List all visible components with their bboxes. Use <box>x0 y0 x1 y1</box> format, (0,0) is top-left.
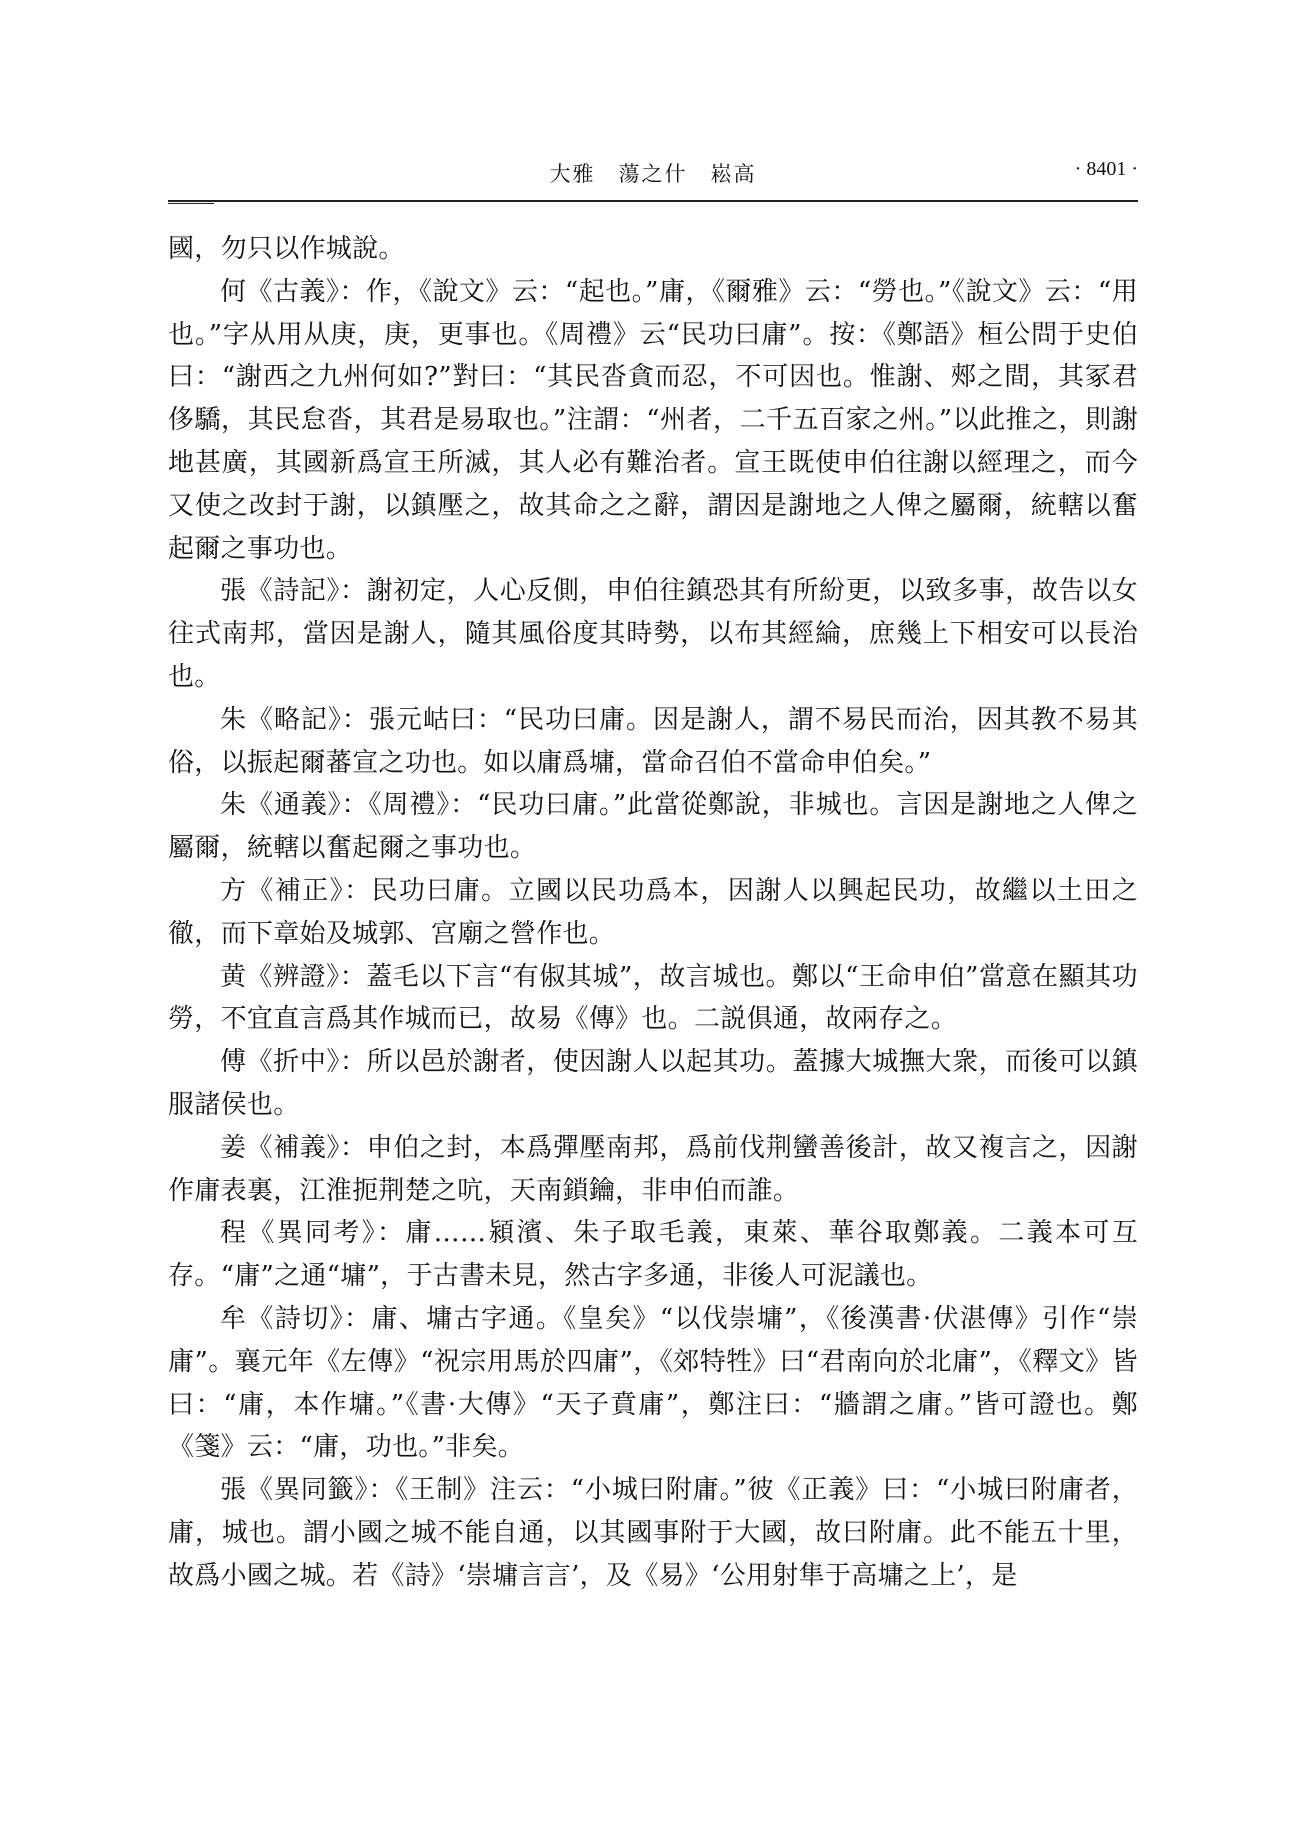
header-rule-secondary <box>168 203 214 204</box>
paragraph-8: 姜《補義》：申伯之封，本爲彈壓南邦，爲前伐荆蠻善後計，故又複言之，因謝作庸表裏，江淮扼荆楚之吭，天南鎖鑰，非申伯而誰。 <box>168 1132 1138 1206</box>
paragraph-7: 傅《折中》：所以邑於謝者，使因謝人以起其功。蓋據大城撫大衆，而後可以鎮服諸侯也。 <box>168 1047 1138 1120</box>
page-number: · 8401 · <box>1074 158 1138 180</box>
running-header <box>168 158 1138 194</box>
paragraph-1: 何《古義》：作，《說文》云：“起也。”庸，《爾雅》云：“勞也。”《說文》云：“用也。”字从用从庚，庚，更事也。《周禮》云“民功曰庸”。按：《鄭語》桓公問于史伯曰：“謝西之九州何如?”對曰：“其民沓貪而忍，不可因也。惟謝、郟之間，其冢君侈驕，其民怠沓，其君是易取也。”注謂：“州者，二千五百家之州。”以此推之，則謝地甚廣，其國新爲宣王所滅，其人必有難治者。宣王既使申伯往謝以經理之，而今又使之改封于謝，以鎮壓之，故其命之之辭，謂因是謝地之人俾之屬爾，統轄以奮起爾之事功也。 <box>168 276 1138 564</box>
header-rule <box>168 200 1138 202</box>
paragraph-0: 國，勿只以作城說。 <box>168 234 405 264</box>
page-body <box>168 228 1138 1598</box>
paragraph-6: 黄《辨證》：蓋毛以下言“有俶其城”，故言城也。鄭以“王命申伯”當意在顯其功勞，不宜直言爲其作城而已，故易《傳》也。二説俱通，故兩存之。 <box>168 961 1138 1035</box>
paragraph-5: 方《補正》：民功曰庸。立國以民功爲本，因謝人以興起民功，故繼以土田之徹，而下章始及城郭、宫廟之營作也。 <box>168 875 1138 949</box>
paragraph-10: 牟《詩切》：庸、墉古字通。《皇矣》“以伐崇墉”，《後漢書·伏湛傳》引作“崇庸”。襄元年《左傳》“祝宗用馬於四庸”，《郊特牲》曰“君南向於北庸”，《釋文》皆曰：“庸，本作墉。”《書·大傳》“天子賁庸”，鄭注曰：“牆謂之庸。”皆可證也。鄭《箋》云：“庸，功也。”非矣。 <box>168 1303 1138 1463</box>
paragraph-2: 張《詩記》：謝初定，人心反側，申伯往鎮恐其有所紛更，以致多事，故告以女往式南邦，當因是謝人，隨其風俗度其時勢，以布其經綸，庶幾上下相安可以長治也。 <box>168 576 1138 692</box>
running-title: 大雅 蕩之什 崧高 <box>549 162 757 186</box>
paragraph-9: 程《異同考》：庸……潁濱、朱子取毛義，東萊、華谷取鄭義。二義本可互存。“庸”之通“墉”，于古書未見，然古字多通，非後人可泥議也。 <box>168 1218 1138 1292</box>
paragraph-3: 朱《略記》：張元岵曰：“民功曰庸。因是謝人，謂不易民而治，因其教不易其俗，以振起爾蕃宣之功也。如以庸爲墉，當命召伯不當命申伯矣。” <box>168 704 1138 778</box>
paragraph-11: 張《異同籤》：《王制》注云：“小城曰附庸。”彼《正義》曰：“小城曰附庸者，庸，城也。謂小國之城不能自通，以其國事附于大國，故曰附庸。此不能五十里，故爲小國之城。若《詩》‘崇墉言言’，及《易》‘公用射隼于高墉之上’，是 <box>168 1475 1138 1591</box>
paragraph-4: 朱《通義》：《周禮》：“民功曰庸。”此當從鄭說，非城也。言因是謝地之人俾之屬爾，統轄以奮起爾之事功也。 <box>168 790 1138 864</box>
